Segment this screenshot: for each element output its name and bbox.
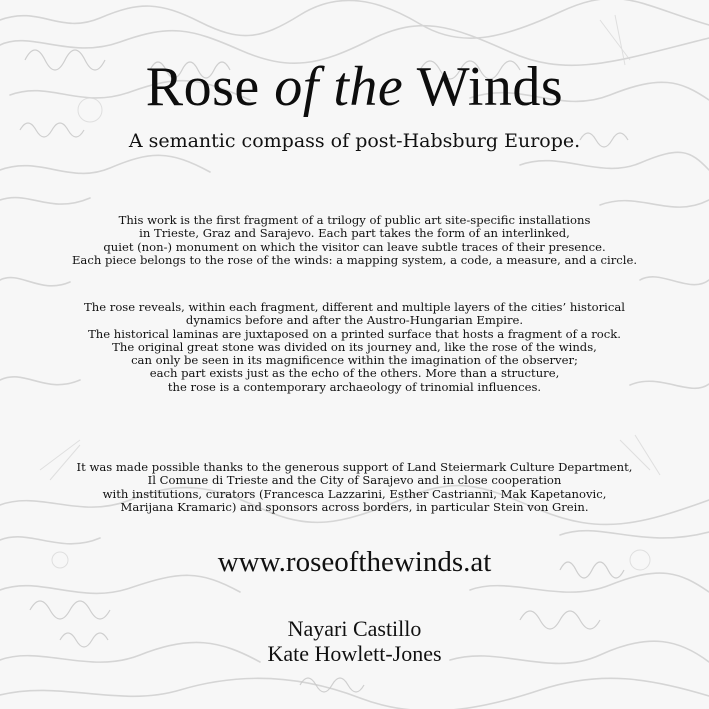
- author-name: Nayari Castillo: [287, 616, 422, 641]
- paragraph-line: dynamics before and after the Austro-Hungarian Empire.: [185, 313, 524, 328]
- paragraph-line: This work is the first fragment of a trilogy of public art site-specific installations: [118, 213, 591, 227]
- authors: [0, 616, 709, 666]
- paragraph-rose: [20, 301, 689, 394]
- paragraph-intro: [20, 214, 689, 267]
- title-of-the: of the: [274, 56, 404, 118]
- title-winds: Winds: [416, 56, 564, 118]
- paragraph-line: each part exists just as the echo of the others. More than a structure,: [149, 366, 560, 381]
- paragraph-line: Marijana Kramaric) and sponsors across borders, in particular Stein von Grein.: [120, 499, 589, 514]
- paragraph-line: The original great stone was divided on its journey and, like the rose of the winds,: [112, 339, 597, 354]
- paragraph-line: can only be seen in its magnificence within the imagination of the observer;: [131, 353, 578, 368]
- title-rose: Rose: [145, 56, 260, 118]
- subtitle: A semantic compass of post-Habsburg Europe.: [128, 130, 581, 152]
- paragraph-line: Each piece belongs to the rose of the winds: a mapping system, a code, a measure, and a circle.: [71, 252, 638, 267]
- author-name: Kate Howlett-Jones: [267, 641, 442, 666]
- website-link[interactable]: www.roseofthewinds.at: [217, 546, 492, 578]
- paragraph-support: [20, 461, 689, 514]
- paragraph-line: quiet (non-) monument on which the visitor can leave subtle traces of their presence.: [103, 239, 606, 254]
- paragraph-line: in Trieste, Graz and Sarajevo. Each part takes the form of an interlinked,: [139, 226, 570, 241]
- paragraph-line: The rose reveals, within each fragment, different and multiple layers of the cities’ historical: [84, 300, 625, 314]
- page-title: [0, 52, 709, 122]
- paragraph-line: It was made possible thanks to the generous support of Land Steiermark Culture Department,: [76, 460, 633, 474]
- paragraph-line: The historical laminas are juxtaposed on a printed surface that hosts a fragment of a rock.: [88, 326, 621, 341]
- paragraph-line: the rose is a contemporary archaeology of trinomial influences.: [167, 379, 542, 394]
- paragraph-line: Il Comune di Trieste and the City of Sarajevo and in close cooperation: [147, 473, 562, 488]
- paragraph-line: with institutions, curators (Francesca Lazzarini, Esther Castrianni, Mak Kapetanovic,: [102, 486, 607, 501]
